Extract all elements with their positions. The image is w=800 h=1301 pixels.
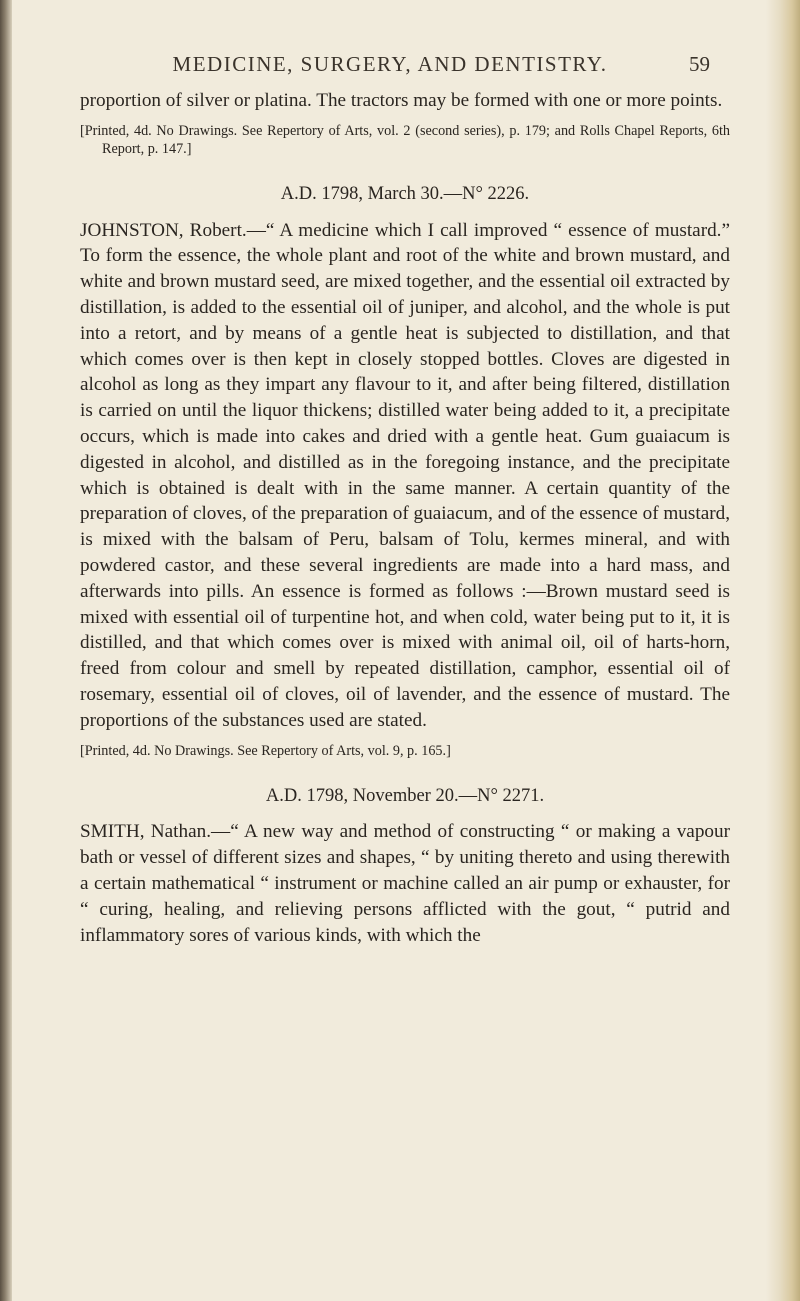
publication-note: [Printed, 4d. No Drawings. See Repertory of Arts, vol. 9, p. 165.] bbox=[80, 742, 451, 759]
entry-heading: A.D. 1798, November 20.—N° 2271. bbox=[265, 785, 545, 806]
page-binding-shadow bbox=[0, 0, 12, 1301]
page-edge bbox=[766, 0, 800, 1301]
body-paragraph: JOHNSTON, Robert.—“ A medicine which I call improved “ essence of mustard.” To form the essence, the whole plant and root of the white and brown mustard, and white and brown mustard seed, are mixed together, and the essential oil extracted by distillation, is added to the essential oil of juniper, and alcohol, and the whole is put into a retort, and by means of a gentle heat is subjected to distillation, and that which comes over is then kept in closely stopped bottles. Cloves are digested in alcohol as long as they impart any flavour to it, and after being filtered, distillation is carried on until the liquor thickens; distilled water being added to it, a precipitate occurs, which is made into cakes and dried with a gentle heat. Gum guaiacum is digested in alcohol, and distilled as in the foregoing instance, and the precipitate which is obtained is dealt with in the same manner. A certain quantity of the preparation of cloves, of the preparation of guaiacum, and of the essence of mustard, is mixed with the balsam of Peru, balsam of Tolu, kermes mineral, and with powdered castor, and these several ingredients are made into a hard mass, and afterwards into pills. An essence is formed as follows :—Brown mustard seed is mixed with essential oil of turpentine hot, and when cold, water being put to it, it is distilled, and that which comes over is mixed with animal oil, oil of harts-horn, freed from colour and smell by repeated distillation, camphor, essential oil of rosemary, essential oil of cloves, oil of lavender, and the essence of mustard. The proportions of the substances used are stated. bbox=[80, 219, 730, 731]
page-body bbox=[80, 88, 730, 948]
publication-note: [Printed, 4d. No Drawings. See Repertory of Arts, vol. 2 (second series), p. 179; and Rolls Chapel Reports, 6th Report, p. 147.] bbox=[80, 122, 730, 157]
page-number: 59 bbox=[689, 52, 710, 76]
running-head: MEDICINE, SURGERY, AND DENTISTRY. bbox=[172, 52, 608, 76]
entry-heading: A.D. 1798, March 30.—N° 2226. bbox=[280, 183, 530, 204]
body-paragraph: proportion of silver or platina. The tractors may be formed with one or more points. bbox=[80, 90, 723, 111]
page-header bbox=[110, 52, 710, 82]
body-paragraph: SMITH, Nathan.—“ A new way and method of constructing “ or making a vapour bath or vessel of different sizes and shapes, “ by uniting thereto and using therewith a certain mathematical “ instrument or machine called an air pump or exhauster, for “ curing, healing, and relieving persons afflicted with the gout, “ putrid and inflammatory sores of various kinds, with which the bbox=[80, 821, 730, 946]
